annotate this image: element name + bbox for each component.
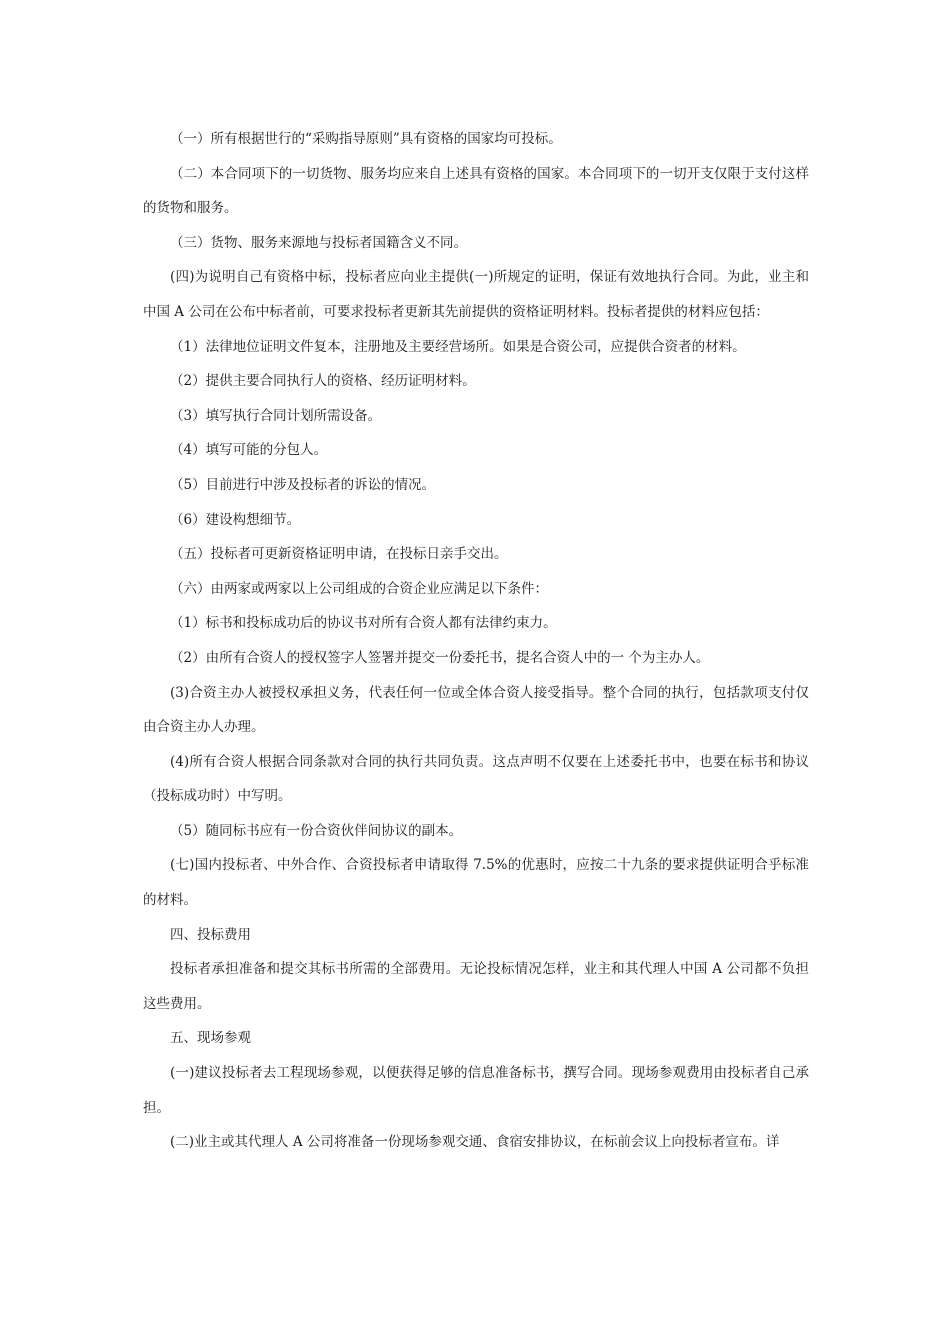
list-item-litigation: （5）目前进行中涉及投标者的诉讼的情况。 bbox=[170, 476, 436, 493]
list-item-executor-qualification: （2）提供主要合同执行人的资格、经历证明材料。 bbox=[170, 373, 476, 390]
list-item-construction-concept: （6）建设构想细节。 bbox=[170, 511, 301, 528]
list-item-binding-agreement: （1）标书和投标成功后的协议书对所有合资人都有法律约束力。 bbox=[170, 615, 557, 632]
paragraph-2-goods-services-origin: （二）本合同项下的一切货物、服务均应来自上述具有资格的国家。本合同项下的一切开支仅限于支付这样的货物和服务。 bbox=[143, 165, 809, 217]
paragraph-3-origin-vs-nationality: （三）货物、服务来源地与投标者国籍含义不同。 bbox=[170, 234, 467, 251]
paragraph-site-visit-1: (一)建议投标者去工程现场参观，以便获得足够的信息准备标书，撰写合同。现场参观费用由投标者自己承担。 bbox=[143, 1065, 809, 1116]
list-item-joint-liability: (4)所有合资人根据合同条款对合同的执行共同负责。这点声明不仅要在上述委托书中，也要在标书和协议（投标成功时）中写明。 bbox=[143, 753, 809, 805]
paragraph-6-joint-venture-conditions: （六）由两家或两家以上公司组成的合资企业应满足以下条件： bbox=[170, 580, 548, 597]
paragraph-1-eligible-countries: （一）所有根据世行的“采购指导原则”具有资格的国家均可投标。 bbox=[170, 131, 562, 147]
section-heading-site-visit: 五、现场参观 bbox=[170, 1030, 251, 1047]
document-page bbox=[143, 122, 809, 1160]
list-item-legal-status: （1）法律地位证明文件复本，注册地及主要经营场所。如果是合资公司，应提供合资者的材料。 bbox=[170, 338, 746, 355]
paragraph-site-visit-2: (二)业主或其代理人 A 公司将准备一份现场参观交通、食宿安排协议，在标前会议上向投标者宣布。详 bbox=[170, 1134, 780, 1151]
paragraph-bid-costs: 投标者承担准备和提交其标书所需的全部费用。无论投标情况怎样，业主和其代理人中国 A 公司都不负担这些费用。 bbox=[143, 961, 809, 1012]
list-item-lead-partner: (3)合资主办人被授权承担义务，代表任何一位或全体合资人接受指导。整个合同的执行，包括款项支付仅由合资主办人办理。 bbox=[143, 684, 809, 736]
paragraph-7-domestic-preference: (七)国内投标者、中外合作、合资投标者申请取得 7.5%的优惠时，应按二十九条的要求提供证明合乎标准的材料。 bbox=[143, 857, 809, 909]
paragraph-5-update-application: （五）投标者可更新资格证明申请，在投标日亲手交出。 bbox=[170, 546, 508, 563]
paragraph-4-qualification-proof: (四)为说明自己有资格中标，投标者应向业主提供(一)所规定的证明，保证有效地执行合同。为此，业主和中国 A 公司在公布中标者前，可要求投标者更新其先前提供的资格证明材料。投标者提供的材料应包括： bbox=[143, 269, 809, 320]
list-item-partnership-agreement-copy: （5）随同标书应有一份合资伙伴间协议的副本。 bbox=[170, 822, 463, 839]
list-item-power-of-attorney: （2）由所有合资人的授权签字人签署并提交一份委托书，提名合资人中的一 个为主办人。 bbox=[170, 649, 710, 666]
list-item-subcontractors: （4）填写可能的分包人。 bbox=[170, 442, 328, 459]
section-heading-bid-costs: 四、投标费用 bbox=[170, 926, 251, 943]
list-item-equipment: （3）填写执行合同计划所需设备。 bbox=[170, 407, 382, 424]
